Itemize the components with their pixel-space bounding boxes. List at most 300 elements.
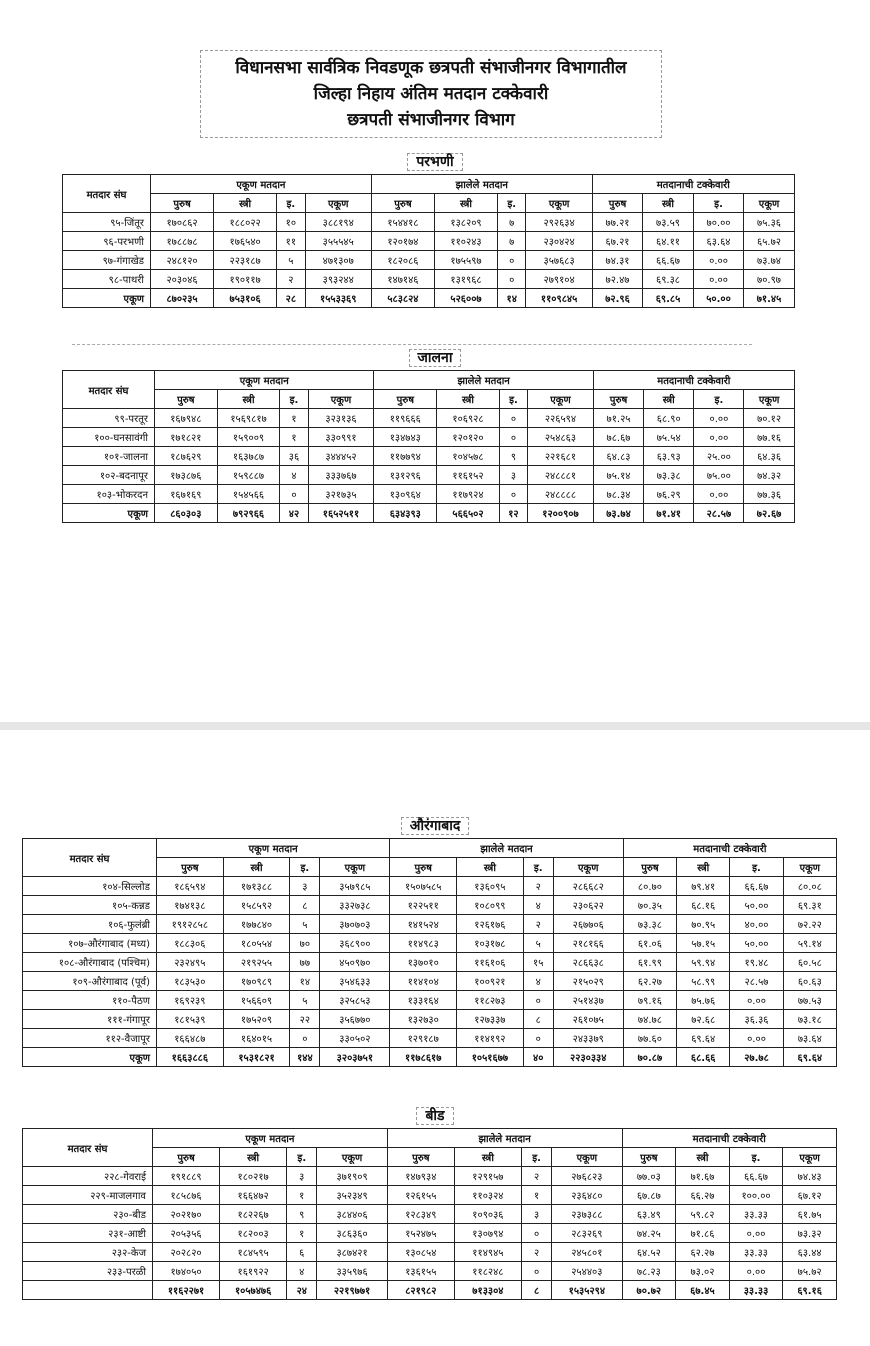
header-female: स्त्री bbox=[220, 1148, 287, 1167]
value-cell: ७१.४१ bbox=[644, 504, 694, 523]
value-cell: ० bbox=[523, 1029, 553, 1048]
constituency-cell: ९५-जिंतूर bbox=[63, 213, 151, 232]
value-cell: ७४.४३ bbox=[783, 1167, 837, 1186]
header-male: पुरुष bbox=[157, 858, 224, 877]
header-other: इ. bbox=[694, 390, 744, 409]
value-cell: १५२४७५ bbox=[387, 1224, 454, 1243]
value-cell: ७३.३८ bbox=[623, 915, 676, 934]
value-cell: ८०.७० bbox=[623, 877, 676, 896]
value-cell: १७४१३८ bbox=[157, 896, 224, 915]
value-cell: ७ bbox=[498, 213, 526, 232]
constituency-cell: एकूण bbox=[23, 1048, 157, 1067]
header-total: एकूण bbox=[320, 858, 390, 877]
value-cell: १०५७४७६ bbox=[220, 1281, 287, 1300]
header-polled: झालेले मतदान bbox=[387, 1129, 622, 1148]
value-cell: १७१३८८ bbox=[223, 877, 290, 896]
value-cell: २ bbox=[523, 877, 553, 896]
value-cell: ६४.११ bbox=[643, 232, 694, 251]
value-cell: ३ bbox=[521, 1205, 551, 1224]
value-cell: ७४.२५ bbox=[622, 1224, 676, 1243]
value-cell: ३७०७०३ bbox=[320, 915, 390, 934]
value-cell: ३२३१३६ bbox=[308, 409, 374, 428]
value-cell: ५०.०० bbox=[730, 896, 783, 915]
value-cell: ७५.३६ bbox=[744, 213, 795, 232]
value-cell: ०.०० bbox=[729, 1224, 783, 1243]
value-cell: ७८.२३ bbox=[622, 1262, 676, 1281]
value-cell: १२००९०७ bbox=[528, 504, 594, 523]
table-row bbox=[63, 504, 795, 523]
value-cell: ७२.४७ bbox=[592, 270, 643, 289]
value-cell: १६९२३९ bbox=[157, 991, 224, 1010]
table-row bbox=[23, 1205, 837, 1224]
value-cell: १४४ bbox=[290, 1048, 320, 1067]
value-cell: १५९८८७ bbox=[217, 466, 280, 485]
value-cell: १४१५२४ bbox=[390, 915, 457, 934]
value-cell: ० bbox=[521, 1224, 551, 1243]
value-cell: २४८८८८ bbox=[528, 485, 594, 504]
header-male: पुरुष bbox=[593, 390, 643, 409]
value-cell: १८२०८६ bbox=[371, 251, 434, 270]
header-total-voters: एकूण मतदान bbox=[151, 175, 372, 194]
value-cell: २ bbox=[277, 270, 305, 289]
title-line-2: जिल्हा निहाय अंतिम मतदान टक्केवारी bbox=[313, 84, 549, 104]
value-cell: ७५.०० bbox=[694, 466, 744, 485]
value-cell: ६८.१६ bbox=[677, 896, 730, 915]
value-cell: ०.०० bbox=[694, 485, 744, 504]
constituency-cell: एकूण bbox=[63, 504, 155, 523]
value-cell: १८३५३० bbox=[157, 972, 224, 991]
value-cell: ४ bbox=[287, 1262, 317, 1281]
value-cell: ५०.०० bbox=[730, 934, 783, 953]
value-cell: १८१५३९ bbox=[157, 1010, 224, 1029]
value-cell: ६४.३६ bbox=[744, 447, 794, 466]
value-cell: १५८५९२ bbox=[223, 896, 290, 915]
constituency-cell: १०३-भोकरदन bbox=[63, 485, 155, 504]
value-cell: ७८.३४ bbox=[593, 485, 643, 504]
value-cell: ७२.९६ bbox=[592, 289, 643, 308]
constituency-cell: २३२-केज bbox=[23, 1243, 153, 1262]
value-cell: १३६१५५ bbox=[387, 1262, 454, 1281]
header-male: पुरुष bbox=[387, 1148, 454, 1167]
value-cell: ५९.१४ bbox=[783, 934, 836, 953]
value-cell: ३७१९०९ bbox=[317, 1167, 387, 1186]
header-polled: झालेले मतदान bbox=[371, 175, 592, 194]
value-cell: ४ bbox=[280, 466, 308, 485]
value-cell: १९०११७ bbox=[214, 270, 277, 289]
value-cell: ४०.०० bbox=[730, 915, 783, 934]
value-cell: १३१९६८ bbox=[434, 270, 497, 289]
value-cell: १३६०९५ bbox=[457, 877, 524, 896]
value-cell: ८ bbox=[523, 1010, 553, 1029]
value-cell: ७९.१६ bbox=[623, 991, 676, 1010]
header-male: पुरुष bbox=[390, 858, 457, 877]
header-total: एकूण bbox=[783, 1148, 837, 1167]
value-cell: ६८.९० bbox=[644, 409, 694, 428]
value-cell: १८८३०६ bbox=[157, 934, 224, 953]
value-cell: ११८२४८ bbox=[454, 1262, 521, 1281]
header-female: स्त्री bbox=[643, 194, 694, 213]
value-cell: ७७ bbox=[290, 953, 320, 972]
value-cell: ११८२७३ bbox=[457, 991, 524, 1010]
divider bbox=[72, 344, 752, 345]
value-cell: २३६४८० bbox=[552, 1186, 622, 1205]
header-female: स्त्री bbox=[677, 858, 730, 877]
value-cell: ११०२४३ bbox=[434, 232, 497, 251]
table-row bbox=[63, 289, 795, 308]
constituency-cell: १११-गंगापूर bbox=[23, 1010, 157, 1029]
value-cell: १८०५५४ bbox=[223, 934, 290, 953]
table-row bbox=[23, 972, 837, 991]
district-title: परभणी bbox=[407, 153, 462, 171]
table-parbhani bbox=[62, 174, 795, 308]
value-cell: २४५८०१ bbox=[552, 1243, 622, 1262]
table-row bbox=[23, 1224, 837, 1243]
value-cell: ५६६५०२ bbox=[437, 504, 500, 523]
value-cell: १५६९८१७ bbox=[217, 409, 280, 428]
value-cell: ०.०० bbox=[694, 428, 744, 447]
value-cell: ७१.६७ bbox=[676, 1167, 730, 1186]
value-cell: ६६.६७ bbox=[730, 877, 783, 896]
value-cell: ६७.२१ bbox=[592, 232, 643, 251]
header-male: पुरुष bbox=[151, 194, 214, 213]
value-cell: २८.५७ bbox=[694, 504, 744, 523]
value-cell: ११०९८४५ bbox=[526, 289, 592, 308]
value-cell: १३८२०९ bbox=[434, 213, 497, 232]
value-cell: ० bbox=[498, 251, 526, 270]
value-cell: १८८०२२ bbox=[214, 213, 277, 232]
value-cell: ६२.२७ bbox=[676, 1243, 730, 1262]
value-cell: १०८०९९ bbox=[457, 896, 524, 915]
value-cell: ८०.०८ bbox=[783, 877, 836, 896]
district-title: बीड bbox=[416, 1107, 453, 1125]
value-cell: २२१९७७१ bbox=[317, 1281, 387, 1300]
header-male: पुरुष bbox=[374, 390, 437, 409]
value-cell: ३३५९७६ bbox=[317, 1262, 387, 1281]
value-cell: १ bbox=[287, 1224, 317, 1243]
table-row bbox=[63, 428, 795, 447]
value-cell: १४ bbox=[498, 289, 526, 308]
table-beed bbox=[22, 1128, 837, 1300]
value-cell: १८२२६७ bbox=[220, 1205, 287, 1224]
header-female: स्त्री bbox=[214, 194, 277, 213]
value-cell: ३५४६३३ bbox=[320, 972, 390, 991]
value-cell: ४५०९७० bbox=[320, 953, 390, 972]
value-cell: २ bbox=[523, 915, 553, 934]
value-cell: २१५०२९ bbox=[553, 972, 623, 991]
value-cell: ८ bbox=[521, 1281, 551, 1300]
value-cell: ०.०० bbox=[729, 1262, 783, 1281]
value-cell: ३८८१९४ bbox=[305, 213, 371, 232]
value-cell: ० bbox=[290, 1029, 320, 1048]
value-cell: ० bbox=[521, 1262, 551, 1281]
header-constituency: मतदार संघ bbox=[23, 1129, 153, 1167]
table-row bbox=[23, 1186, 837, 1205]
value-cell: ६९.८५ bbox=[643, 289, 694, 308]
value-cell: ५७.१५ bbox=[677, 934, 730, 953]
header-male: पुरुष bbox=[153, 1148, 220, 1167]
value-cell: १३०८५४ bbox=[387, 1243, 454, 1262]
constituency-cell: १०८-औरंगाबाद (पश्चिम) bbox=[23, 953, 157, 972]
value-cell: ७९.४१ bbox=[677, 877, 730, 896]
value-cell: ० bbox=[499, 485, 527, 504]
value-cell: ६३.४९ bbox=[622, 1205, 676, 1224]
value-cell: ७१.८६ bbox=[676, 1224, 730, 1243]
header-total: एकूण bbox=[553, 858, 623, 877]
constituency-cell: एकूण bbox=[63, 289, 151, 308]
value-cell: ११६१०६ bbox=[457, 953, 524, 972]
value-cell: १६५२५११ bbox=[308, 504, 374, 523]
value-cell: ७७.२१ bbox=[592, 213, 643, 232]
value-cell: २६७७०६ bbox=[553, 915, 623, 934]
value-cell: १३४७४३ bbox=[374, 428, 437, 447]
page-separator bbox=[0, 722, 870, 730]
value-cell: ८६०३०३ bbox=[155, 504, 218, 523]
district-title: जालना bbox=[409, 349, 462, 367]
header-other: इ. bbox=[693, 194, 744, 213]
value-cell: १० bbox=[277, 213, 305, 232]
value-cell: २४ bbox=[287, 1281, 317, 1300]
value-cell: ६३.४४ bbox=[783, 1243, 837, 1262]
header-other: इ. bbox=[290, 858, 320, 877]
value-cell: १४७१४६ bbox=[371, 270, 434, 289]
value-cell: ४७१३०७ bbox=[305, 251, 371, 270]
value-cell: ११४९४५ bbox=[454, 1243, 521, 1262]
value-cell: १६१९२२ bbox=[220, 1262, 287, 1281]
header-male: पुरुष bbox=[622, 1148, 676, 1167]
header-male: पुरुष bbox=[623, 858, 676, 877]
value-cell: १५०७५८५ bbox=[390, 877, 457, 896]
value-cell: १४७९३४ bbox=[387, 1167, 454, 1186]
value-cell: ७१३३०४ bbox=[454, 1281, 521, 1300]
header-polled: झालेले मतदान bbox=[374, 371, 593, 390]
constituency-cell: ९८-पाथरी bbox=[63, 270, 151, 289]
value-cell: १०३१७८ bbox=[457, 934, 524, 953]
table-aurangabad bbox=[22, 838, 837, 1067]
header-other: इ. bbox=[280, 390, 308, 409]
value-cell: १४ bbox=[290, 972, 320, 991]
constituency-cell: १०४-सिल्लोड bbox=[23, 877, 157, 896]
constituency-cell: ११२-वैजापूर bbox=[23, 1029, 157, 1048]
value-cell: ७६.२९ bbox=[644, 485, 694, 504]
value-cell: १७८८७८ bbox=[151, 232, 214, 251]
value-cell: ८७०२३५ bbox=[151, 289, 214, 308]
value-cell: १००९२१ bbox=[457, 972, 524, 991]
value-cell: २०२१७० bbox=[153, 1205, 220, 1224]
value-cell: ११४१९२ bbox=[457, 1029, 524, 1048]
value-cell: ३ bbox=[287, 1167, 317, 1186]
value-cell: ३६.३६ bbox=[730, 1010, 783, 1029]
value-cell: १००.०० bbox=[729, 1186, 783, 1205]
value-cell: ६७.१२ bbox=[783, 1186, 837, 1205]
value-cell: ६१.०६ bbox=[623, 934, 676, 953]
header-female: स्त्री bbox=[437, 390, 500, 409]
constituency-cell: १०७-औरंगाबाद (मध्य) bbox=[23, 934, 157, 953]
value-cell: १ bbox=[287, 1186, 317, 1205]
value-cell: ३३.३३ bbox=[729, 1205, 783, 1224]
value-cell: २५.०० bbox=[694, 447, 744, 466]
value-cell: १५३५२९४ bbox=[552, 1281, 622, 1300]
value-cell: १३२७३० bbox=[390, 1010, 457, 1029]
header-female: स्त्री bbox=[457, 858, 524, 877]
value-cell: १८४५९५ bbox=[220, 1243, 287, 1262]
table-row bbox=[23, 1029, 837, 1048]
constituency-cell: २३३-परळी bbox=[23, 1262, 153, 1281]
header-total: एकूण bbox=[552, 1148, 622, 1167]
header-total: एकूण bbox=[317, 1148, 387, 1167]
value-cell: ७३.३८ bbox=[644, 466, 694, 485]
constituency-cell: १०१-जालना bbox=[63, 447, 155, 466]
table-row bbox=[23, 1167, 837, 1186]
value-cell: ५९.८२ bbox=[676, 1205, 730, 1224]
value-cell: २०३०४६ bbox=[151, 270, 214, 289]
value-cell: ७०.०० bbox=[693, 213, 744, 232]
value-cell: ०.०० bbox=[693, 251, 744, 270]
value-cell: ६६.६७ bbox=[643, 251, 694, 270]
header-female: स्त्री bbox=[434, 194, 497, 213]
table-row bbox=[23, 1048, 837, 1067]
value-cell: ७०.९७ bbox=[744, 270, 795, 289]
value-cell: ५८.९९ bbox=[677, 972, 730, 991]
value-cell: ७३.७४ bbox=[593, 504, 643, 523]
value-cell: २ bbox=[521, 1167, 551, 1186]
value-cell: १५४५६६ bbox=[217, 485, 280, 504]
value-cell: २३७३८८ bbox=[552, 1205, 622, 1224]
value-cell: ६३.९३ bbox=[644, 447, 694, 466]
value-cell: ७२.६७ bbox=[744, 504, 794, 523]
value-cell: १८५८७६ bbox=[153, 1186, 220, 1205]
table-row bbox=[23, 1262, 837, 1281]
value-cell: १२६१५५ bbox=[387, 1186, 454, 1205]
value-cell: ३६ bbox=[280, 447, 308, 466]
value-cell: ०.०० bbox=[694, 409, 744, 428]
value-cell: ७३.५९ bbox=[643, 213, 694, 232]
value-cell: १८०२१७ bbox=[220, 1167, 287, 1186]
value-cell: १५६६०९ bbox=[223, 991, 290, 1010]
value-cell: ११४९८३ bbox=[390, 934, 457, 953]
value-cell: ७०.८७ bbox=[623, 1048, 676, 1067]
value-cell: २९२६३४ bbox=[526, 213, 592, 232]
value-cell: १५५३३६९ bbox=[305, 289, 371, 308]
section-parbhani bbox=[0, 152, 870, 172]
value-cell: ६३४३९३ bbox=[374, 504, 437, 523]
table-row bbox=[63, 251, 795, 270]
value-cell: १७७८४० bbox=[223, 915, 290, 934]
value-cell: २८ bbox=[277, 289, 305, 308]
table-row bbox=[63, 270, 795, 289]
value-cell: ६६.२७ bbox=[676, 1186, 730, 1205]
value-cell: १८२००३ bbox=[220, 1224, 287, 1243]
table-row bbox=[23, 915, 837, 934]
header-other: इ. bbox=[730, 858, 783, 877]
section-beed bbox=[0, 1106, 870, 1126]
value-cell: ७५.१४ bbox=[593, 466, 643, 485]
value-cell: २०२८२० bbox=[153, 1243, 220, 1262]
table-row bbox=[23, 991, 837, 1010]
value-cell: ३५५५४५ bbox=[305, 232, 371, 251]
header-male: पुरुष bbox=[592, 194, 643, 213]
value-cell: ७३.७४ bbox=[744, 251, 795, 270]
value-cell: ८ bbox=[290, 896, 320, 915]
value-cell: २४३३७९ bbox=[553, 1029, 623, 1048]
header-total-voters: एकूण मतदान bbox=[157, 839, 390, 858]
value-cell: ११६१५२ bbox=[437, 466, 500, 485]
value-cell: १७६५४० bbox=[214, 232, 277, 251]
header-female: स्त्री bbox=[454, 1148, 521, 1167]
value-cell: २७.७८ bbox=[730, 1048, 783, 1067]
value-cell: ६ bbox=[287, 1243, 317, 1262]
value-cell: ८२१९८२ bbox=[387, 1281, 454, 1300]
value-cell: ७७.६० bbox=[623, 1029, 676, 1048]
value-cell: १०५१६७७ bbox=[457, 1048, 524, 1067]
value-cell: २८३२६९ bbox=[552, 1224, 622, 1243]
value-cell: १८७६२९ bbox=[155, 447, 218, 466]
value-cell: १८६५९४ bbox=[157, 877, 224, 896]
table-row bbox=[63, 485, 795, 504]
value-cell: १७०९८९ bbox=[223, 972, 290, 991]
table-row bbox=[23, 896, 837, 915]
value-cell: ६३.६४ bbox=[693, 232, 744, 251]
value-cell: २७९१०४ bbox=[526, 270, 592, 289]
header-total: एकूण bbox=[783, 858, 836, 877]
value-cell: १५९००९ bbox=[217, 428, 280, 447]
value-cell: २६१०७५ bbox=[553, 1010, 623, 1029]
value-cell: ६९.६४ bbox=[677, 1029, 730, 1048]
header-male: पुरुष bbox=[155, 390, 218, 409]
value-cell: १२८३४९ bbox=[387, 1205, 454, 1224]
table-row bbox=[63, 232, 795, 251]
value-cell: १६६३८८६ bbox=[157, 1048, 224, 1067]
value-cell: ७३.३२ bbox=[783, 1224, 837, 1243]
header-female: स्त्री bbox=[217, 390, 280, 409]
value-cell: १५४४१८ bbox=[371, 213, 434, 232]
value-cell: २३२४९५ bbox=[157, 953, 224, 972]
value-cell: ७०.९५ bbox=[677, 915, 730, 934]
value-cell: ५ bbox=[290, 915, 320, 934]
value-cell: ६४.८३ bbox=[593, 447, 643, 466]
value-cell: ७५.५४ bbox=[644, 428, 694, 447]
value-cell: १६७९४८ bbox=[155, 409, 218, 428]
value-cell: ३३३७६७ bbox=[308, 466, 374, 485]
value-cell: ३३०९९१ bbox=[308, 428, 374, 447]
section-aurangabad bbox=[0, 816, 870, 836]
header-other: इ. bbox=[498, 194, 526, 213]
value-cell: ६९.३८ bbox=[643, 270, 694, 289]
value-cell: १५३१८२१ bbox=[223, 1048, 290, 1067]
value-cell: २२६५९४ bbox=[528, 409, 594, 428]
constituency-cell bbox=[23, 1281, 153, 1300]
value-cell: १६७१६९ bbox=[155, 485, 218, 504]
value-cell: ३ bbox=[290, 877, 320, 896]
value-cell: ३३०५०२ bbox=[320, 1029, 390, 1048]
value-cell: ३५७९८५ bbox=[320, 877, 390, 896]
value-cell: १६६४७२ bbox=[220, 1186, 287, 1205]
table-row bbox=[63, 466, 795, 485]
value-cell: १२७३३७ bbox=[457, 1010, 524, 1029]
header-polled: झालेले मतदान bbox=[390, 839, 623, 858]
value-cell: ६०.५८ bbox=[783, 953, 836, 972]
title-line-1: विधानसभा सार्वत्रिक निवडणूक छत्रपती संभाजीनगर विभागातील bbox=[235, 58, 627, 78]
value-cell: ७३.६४ bbox=[783, 1029, 836, 1048]
table-row bbox=[23, 953, 837, 972]
header-other: इ. bbox=[499, 390, 527, 409]
value-cell: १२६१७६ bbox=[457, 915, 524, 934]
value-cell: ११९६६६ bbox=[374, 409, 437, 428]
value-cell: १०४५७८ bbox=[437, 447, 500, 466]
value-cell: ० bbox=[523, 991, 553, 1010]
constituency-cell: ९६-परभणी bbox=[63, 232, 151, 251]
value-cell: २५४८६३ bbox=[528, 428, 594, 447]
value-cell: ३६८९०० bbox=[320, 934, 390, 953]
